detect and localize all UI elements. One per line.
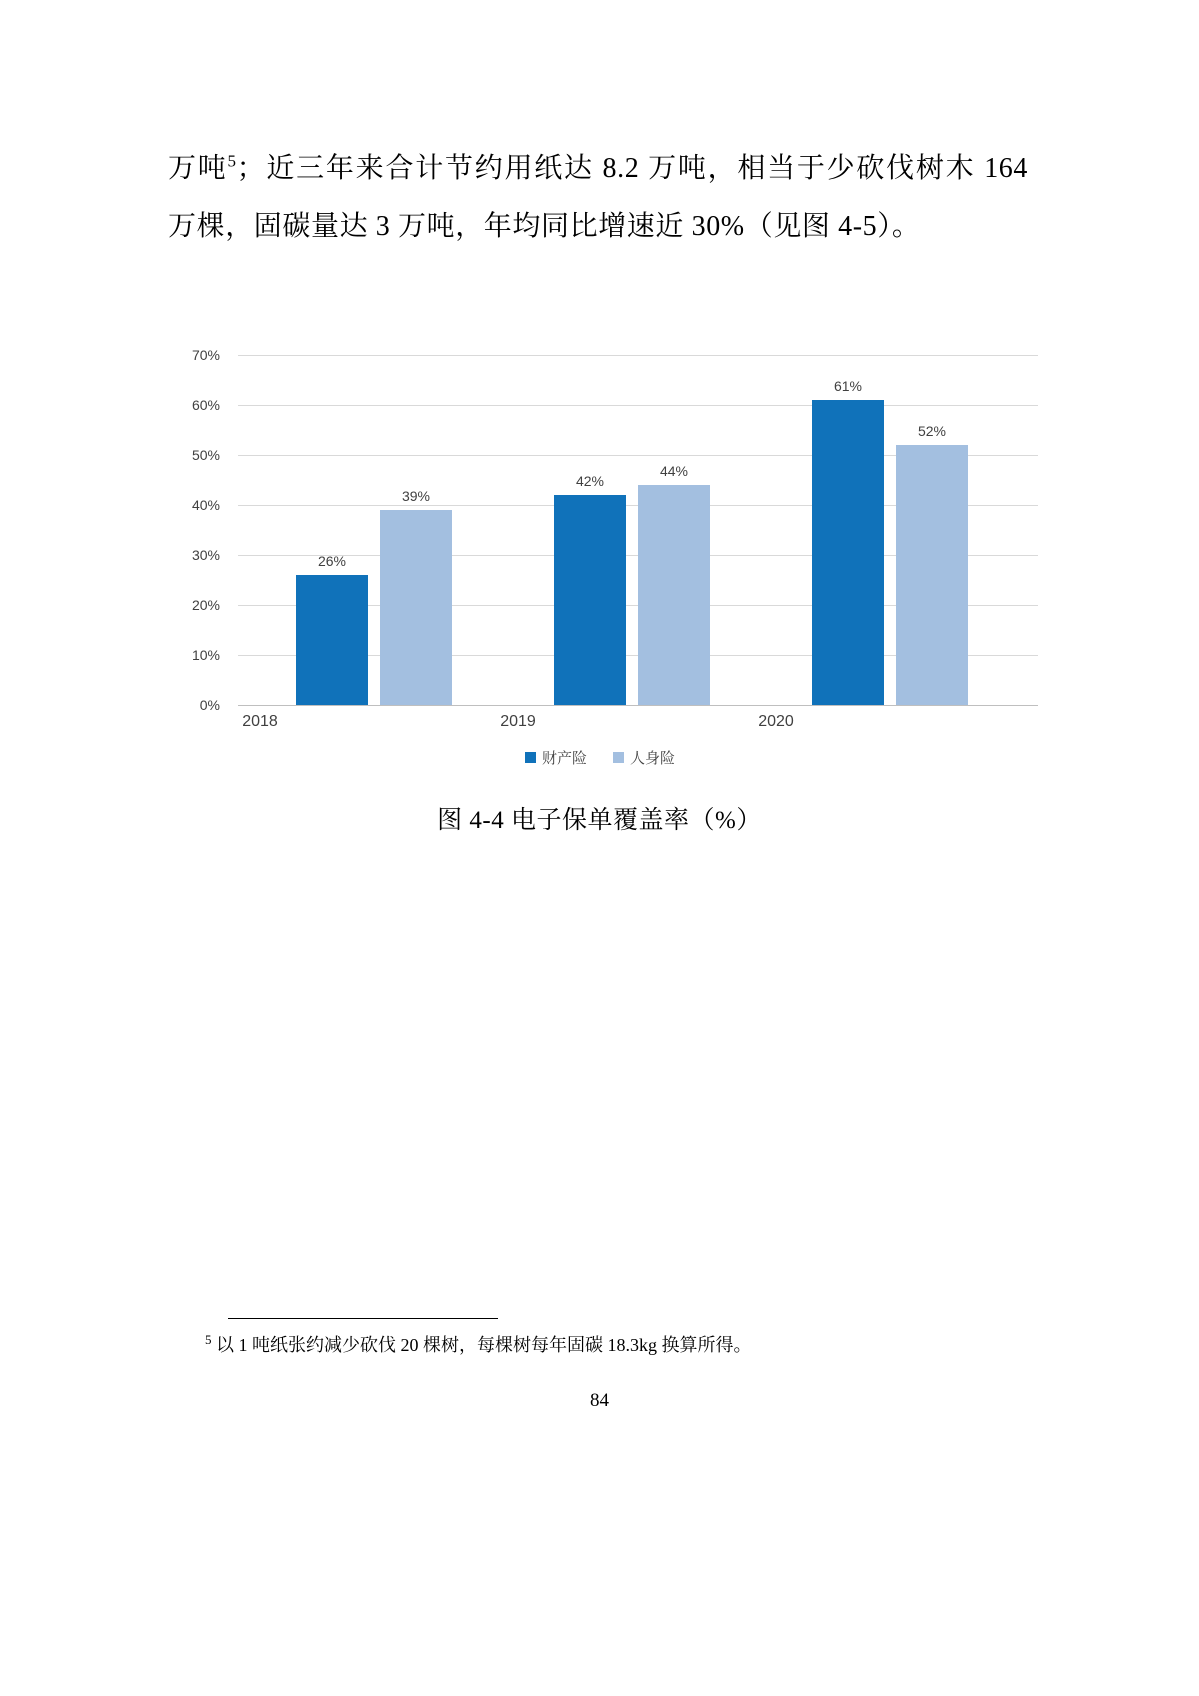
bar-group-2019: [518, 355, 758, 705]
y-tick-label-50: 50%: [191, 447, 220, 463]
legend-label-life: 人身险: [630, 750, 676, 767]
x-axis-label-2019: 2019: [500, 713, 536, 730]
footnote: [205, 1330, 1005, 1360]
y-tick-label-0: 0%: [199, 697, 220, 713]
bar-label-2020-life: 52%: [917, 423, 947, 439]
bar-2020-life[interactable]: [896, 445, 968, 705]
x-axis-line: [238, 705, 1038, 706]
bar-2019-property[interactable]: [554, 495, 626, 705]
y-tick-label-10: 10%: [191, 647, 220, 663]
bar-2018-property[interactable]: [296, 575, 368, 705]
y-tick-label-20: 20%: [191, 597, 220, 613]
bar-label-2018-life: 39%: [401, 488, 431, 504]
body-paragraph: [168, 140, 1028, 256]
legend-item-life[interactable]: [613, 747, 675, 768]
figure-bar-chart: [150, 335, 1050, 785]
y-tick-label-70: 70%: [191, 347, 220, 363]
bar-2020-property[interactable]: [812, 400, 884, 705]
legend-item-property[interactable]: [525, 747, 587, 768]
chart-plot-area: [150, 335, 1050, 730]
bar-group-2020: [776, 355, 1016, 705]
y-tick-label-60: 60%: [191, 397, 220, 413]
legend-swatch-icon-life: [613, 752, 624, 763]
page-number: 84: [590, 1390, 609, 1411]
footnote-reference-marker: 5: [227, 151, 237, 171]
footnote-number: 5: [205, 1332, 212, 1347]
chart-legend: [150, 747, 1050, 768]
bar-group-2018: [260, 355, 500, 705]
legend-label-property: 财产险: [541, 750, 587, 767]
footnote-separator: [228, 1318, 498, 1319]
y-tick-label-30: 30%: [191, 547, 220, 563]
bar-label-2019-property: 42%: [575, 473, 605, 489]
bar-label-2020-property: 61%: [833, 378, 863, 394]
x-axis-label-2020: 2020: [758, 713, 794, 730]
bar-2019-life[interactable]: [638, 485, 710, 705]
paragraph-main-text: ；近三年来合计节约用纸达 8.2 万吨，相当于少砍伐树木 164 万棵，固碳量达 3 万吨，年均同比增速近 30%（见图 4-5）。: [168, 153, 1029, 242]
figure-caption: 图 4-4 电子保单覆盖率（%）: [437, 807, 762, 834]
y-tick-label-40: 40%: [191, 497, 220, 513]
footnote-text: 以 1 吨纸张约减少砍伐 20 棵树，每棵树每年固碳 18.3kg 换算所得。: [216, 1335, 752, 1355]
bar-2018-life[interactable]: [380, 510, 452, 705]
bar-label-2018-property: 26%: [317, 553, 347, 569]
bars-container: [238, 355, 1038, 705]
x-axis-label-2018: 2018: [242, 713, 278, 730]
paragraph-lead-text: 万吨: [168, 153, 228, 184]
legend-swatch-icon-property: [525, 752, 536, 763]
bar-label-2019-life: 44%: [659, 463, 689, 479]
